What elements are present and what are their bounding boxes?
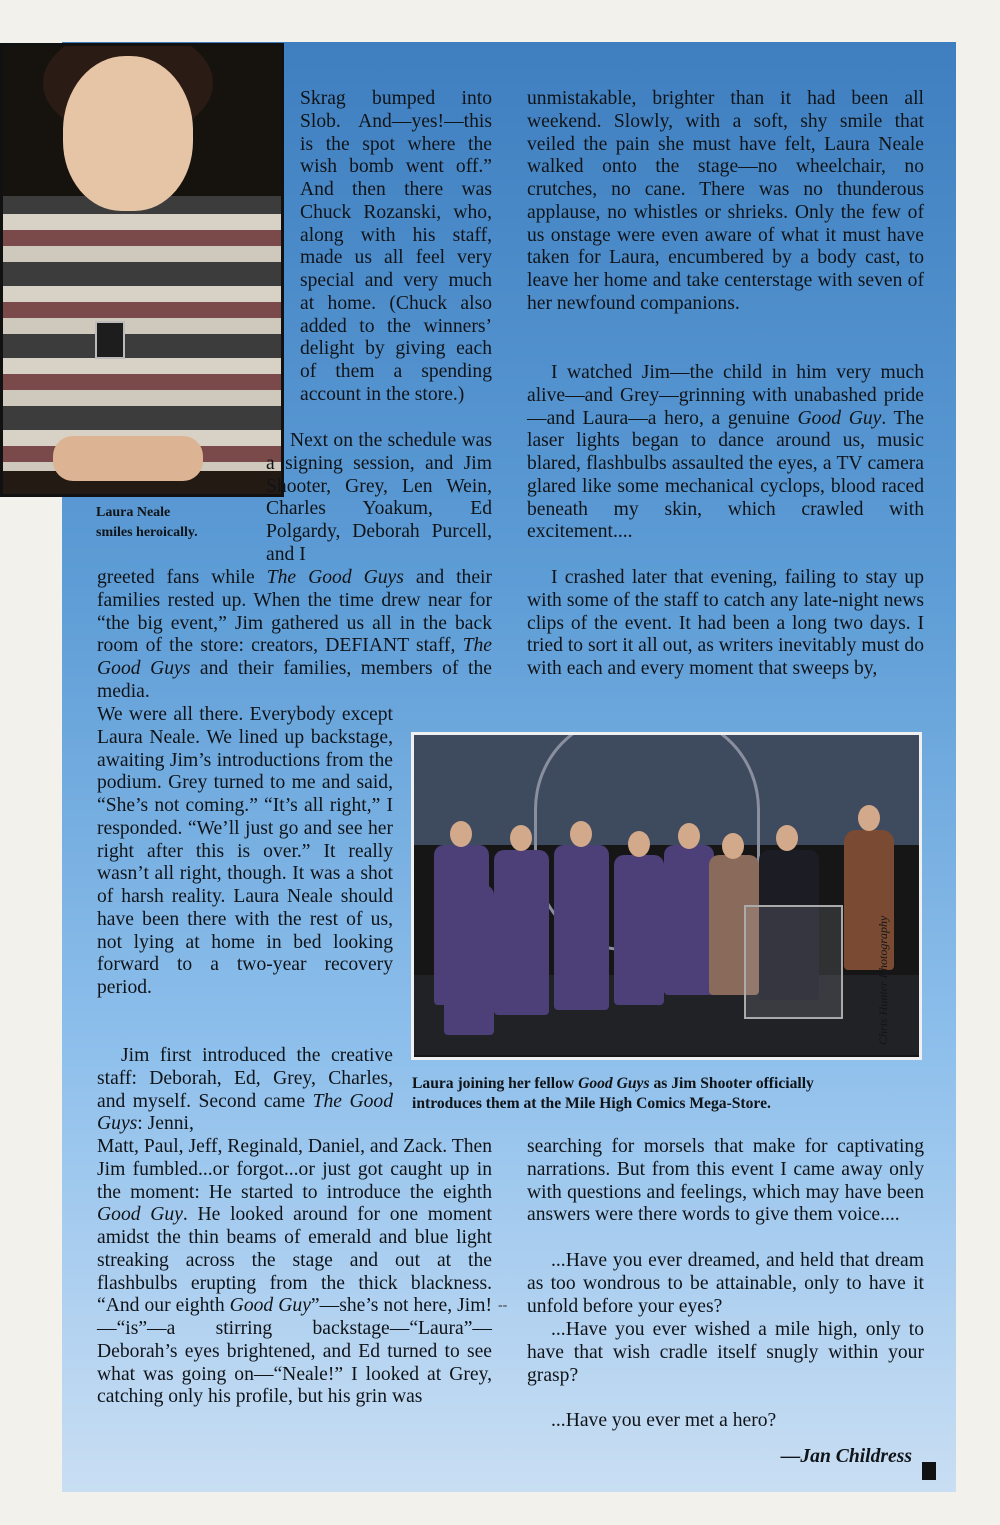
- col1-paragraph-2b: greeted fans while The Good Guys and their families rested up. When the time drew near for “the big event,” Jim gathered us all in the back room of the store: creators, DEFIANT staff, The Good Guys and their families, members of the media.: [97, 567, 493, 702]
- col2-paragraph-3: I crashed later that evening, failing to stay up with some of the staff to catch any late-night news clips of the event. It had been a long two days. I tried to sort it all out, as writers inevitably must do with each and every moment that sweeps by,: [527, 567, 924, 679]
- portrait-hands: [53, 436, 203, 481]
- col1-paragraph-3a: Jim first introduced the creative staff: Deborah, Ed, Grey, Charles, and myself. Second came The Good Guys: Jenni,: [97, 1045, 393, 1135]
- stray-dash-mark: --: [498, 1298, 508, 1313]
- shirt-logo-patch: [95, 321, 125, 359]
- stage-podium: [744, 905, 843, 1019]
- col2-paragraph-6: ...Have you ever wished a mile high, only to have that wish cradle itself snugly within your grasp?: [527, 1319, 924, 1386]
- stage-person-head: [776, 825, 798, 851]
- stage-person-head: [450, 821, 472, 847]
- stage-person-head: [678, 823, 700, 849]
- stage-person-head: [570, 821, 592, 847]
- portrait-caption-line1: Laura Neale: [96, 505, 171, 520]
- stage-caption-line1: Laura joining her fellow Good Guys as Jim Shooter officially: [412, 1075, 814, 1092]
- stage-person: [444, 885, 494, 1035]
- stage-person-head: [722, 833, 744, 859]
- stage-person: [614, 855, 664, 1005]
- stage-person: [554, 845, 609, 1010]
- portrait-face: [63, 56, 193, 211]
- col2-paragraph-7: ...Have you ever met a hero?: [551, 1410, 777, 1431]
- defiant-logo-icon: [922, 1462, 936, 1480]
- col2-paragraph-4: searching for morsels that make for captivating narrations. But from this event I came away only with questions and feelings, which may have been answers were there words to give them voice....: [527, 1136, 924, 1226]
- col2-paragraph-2: I watched Jim—the child in him very much alive—and Grey—grinning with unabashed pride—and Laura—a hero, a genuine Good Guy. The laser lights began to dance around us, music blared, flashbulbs assaulted the eyes, a TV camera glared like some mechanical cyclops, blood raced beneath my skin, which crawled with excitement....: [527, 362, 924, 543]
- col1-paragraph-2c: We were all there. Everybody except Laura Neale. We lined up backstage, awaiting Jim’s introductions from the podium. Grey turned to me and said, “She’s not coming.” “It’s all right,” I responded. “We’ll just go and see her right after this is over.” It really wasn’t all right, though. It was a shot of harsh reality. Laura Neale should have been there with the rest of us, not lying at home in bed looking forward to a two-year recovery period.: [97, 704, 393, 998]
- col2-paragraph-1: unmistakable, brighter than it had been all weekend. Slowly, with a soft, shy smile that veiled the pain she must have felt, Laura Neale walked onto the stage—no wheelchair, no crutches, no cane. There was no thunderous applause, no whistles or shrieks. Only the few of us onstage were even aware of what it must have taken for Laura, encumbered by a body cast, to leave her home and take centerstage with seven of her newfound companions.: [527, 88, 924, 314]
- portrait-photo: [0, 43, 284, 497]
- stage-person: [494, 850, 549, 1015]
- col1-paragraph-1: Skrag bumped into Slob. And—yes!—this is the spot where the wish bomb went off.” And then there was Chuck Rozanski, who, along with his staff, made us all feel very special and very much at home. (Chuck also added to the winners’ delight by giving each of them a spending account in the store.): [300, 88, 492, 405]
- col1-paragraph-2a: Next on the schedule was a signing session, and Jim Shooter, Grey, Len Wein, Charles Yoakum, Ed Polgardy, Deborah Purcell, and I: [266, 430, 492, 565]
- stage-person-head: [628, 831, 650, 857]
- stage-photo-caption: [412, 1074, 922, 1114]
- portrait-caption-line2: smiles heroically.: [96, 525, 198, 540]
- portrait-caption: [96, 503, 198, 543]
- stage-photo: [411, 732, 922, 1060]
- stage-person: [664, 845, 714, 995]
- author-signature: —Jan Childress: [780, 1446, 912, 1467]
- stage-caption-line2: introduces them at the Mile High Comics Mega-Store.: [412, 1095, 771, 1112]
- stage-person-head: [510, 825, 532, 851]
- col2-paragraph-5: ...Have you ever dreamed, and held that dream as too wondrous to be attainable, only to have it unfold before your eyes?: [527, 1250, 924, 1317]
- stage-speaker-head: [858, 805, 880, 831]
- photo-credit: Chris Hunter Photography: [876, 915, 890, 1045]
- col1-paragraph-3b: Matt, Paul, Jeff, Reginald, Daniel, and Zack. Then Jim fumbled...or forgot...or just got caught up in the moment: He started to introduce the eighth Good Guy. He looked around for one moment amidst the thin beams of emerald and blue light streaking across the stage and out at the flashbulbs erupting from the thick blackness. “And our eighth Good Guy”—she’s not here, Jim!—“is”—a stirring backstage—“Laura”—Deborah’s eyes brightened, and Ed turned to see what was going on—“Neale!” I looked at Grey, catching only his profile, but his grin was: [97, 1136, 492, 1408]
